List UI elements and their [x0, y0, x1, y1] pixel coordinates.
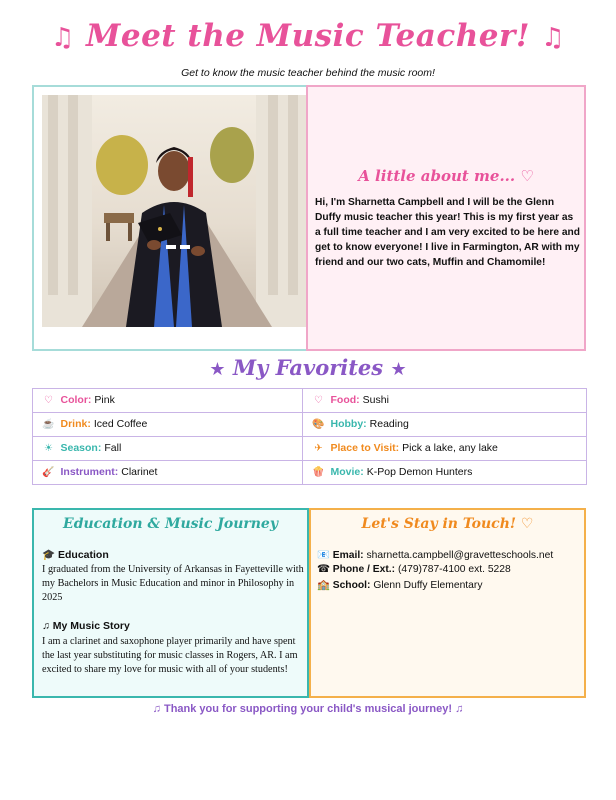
photo-frame: [32, 85, 306, 351]
contact-school: [317, 578, 482, 591]
favorite-movie: [302, 460, 587, 485]
guitar-icon: 🎸: [42, 466, 55, 478]
coffee-icon: ☕: [42, 418, 55, 430]
music-story-text: I am a clarinet and saxophone player primarily and have spent the last year substituting for music classes in Rogers, AR. I am excited to share my love for music with all of your students!: [42, 636, 298, 675]
music-note-icon: ♫: [152, 703, 161, 715]
education-text: I graduated from the University of Arkansas in Fayetteville with my Bachelors in Music Education and minor in Philosophy in 2025: [42, 564, 304, 603]
email-value[interactable]: sharnetta.campbell@gravetteschools.net: [366, 550, 554, 561]
page-title-text: Meet the Music Teacher!: [86, 18, 530, 54]
favorite-value: K-Pop Demon Hunters: [366, 466, 473, 478]
star-icon: ★: [390, 359, 407, 380]
favorite-label: Season:: [60, 442, 102, 454]
footer-text: Thank you for supporting your child's musical journey!: [163, 703, 453, 715]
music-note-icon: ♫: [50, 23, 75, 53]
teacher-photo: [42, 95, 306, 327]
about-me-heading-text: A little about me...: [358, 167, 516, 185]
star-icon: ★: [209, 359, 226, 380]
about-me-heading: [308, 167, 584, 185]
favorite-label: Hobby:: [330, 418, 367, 430]
contact-email: [317, 548, 553, 561]
email-label: Email:: [332, 550, 364, 561]
favorite-value: Clarinet: [121, 466, 158, 478]
favorites-heading-text: My Favorites: [232, 355, 384, 380]
music-story-subheading-text: My Music Story: [52, 620, 130, 632]
favorite-color: [32, 388, 303, 413]
palette-icon: 🎨: [312, 418, 325, 430]
favorite-label: Instrument:: [60, 466, 119, 478]
favorite-season: [32, 436, 303, 461]
contact-heading: [311, 516, 584, 532]
favorite-label: Movie:: [330, 466, 364, 478]
favorite-label: Place to Visit:: [330, 442, 400, 454]
favorite-value: Reading: [369, 418, 409, 430]
music-story-subheading: [42, 620, 130, 632]
favorite-drink: [32, 412, 303, 437]
page-title: [0, 18, 616, 54]
phone-label: Phone / Ext.:: [332, 564, 396, 575]
page-subtitle: Get to know the music teacher behind the music room!: [181, 67, 435, 79]
phone-value: (479)787-4100 ext. 5228: [397, 564, 511, 575]
favorites-table: [32, 388, 586, 484]
favorite-place: [302, 436, 587, 461]
teacher-photo-illustration: [42, 95, 306, 327]
favorite-label: Food:: [330, 394, 360, 406]
favorite-hobby: [302, 412, 587, 437]
school-value: Glenn Duffy Elementary: [373, 580, 483, 591]
education-subheading-text: Education: [58, 549, 109, 561]
popcorn-icon: 🍿: [312, 466, 325, 478]
favorite-value: Iced Coffee: [93, 418, 148, 430]
music-note-icon: ♫: [42, 620, 50, 632]
favorite-instrument: [32, 460, 303, 485]
music-note-icon: ♫: [541, 23, 566, 53]
heart-icon: ♡: [44, 394, 53, 406]
education-subheading: [42, 548, 109, 561]
favorite-value: Pink: [94, 394, 115, 406]
airplane-icon: ✈: [314, 442, 323, 454]
contact-panel: [309, 508, 586, 698]
favorite-label: Color:: [60, 394, 92, 406]
school-label: School:: [332, 580, 371, 591]
education-heading: Education & Music Journey: [63, 516, 278, 532]
favorites-heading: [0, 355, 616, 380]
music-note-icon: ♫: [455, 703, 464, 715]
favorite-value: Fall: [104, 442, 122, 454]
about-me-text: Hi, I'm Sharnetta Campbell and I will be the Glenn Duffy music teacher this year! This is my first year as a full time teacher and I am very excited to be here and get to know everyone! I live in Farmington, AR with my friend and our two cats, Muffin and Chamomile!: [315, 197, 580, 268]
phone-icon: ☎: [317, 564, 330, 575]
school-icon: 🏫: [317, 580, 330, 591]
heart-icon: ♡: [520, 167, 534, 185]
education-panel: [32, 508, 309, 698]
favorite-value: Pick a lake, any lake: [402, 442, 498, 454]
favorite-label: Drink:: [60, 418, 91, 430]
sun-icon: ☀: [44, 442, 53, 454]
graduation-cap-icon: 🎓: [42, 549, 56, 561]
contact-phone: [317, 563, 511, 575]
footer-message: [0, 703, 616, 715]
heart-icon: ♡: [520, 516, 534, 532]
contact-heading-text: Let's Stay in Touch!: [361, 516, 517, 532]
favorite-food: [302, 388, 587, 413]
email-icon: 📧: [317, 550, 330, 561]
about-me-panel: [306, 85, 586, 351]
favorite-value: Sushi: [362, 394, 389, 406]
heart-icon: ♡: [314, 394, 323, 406]
